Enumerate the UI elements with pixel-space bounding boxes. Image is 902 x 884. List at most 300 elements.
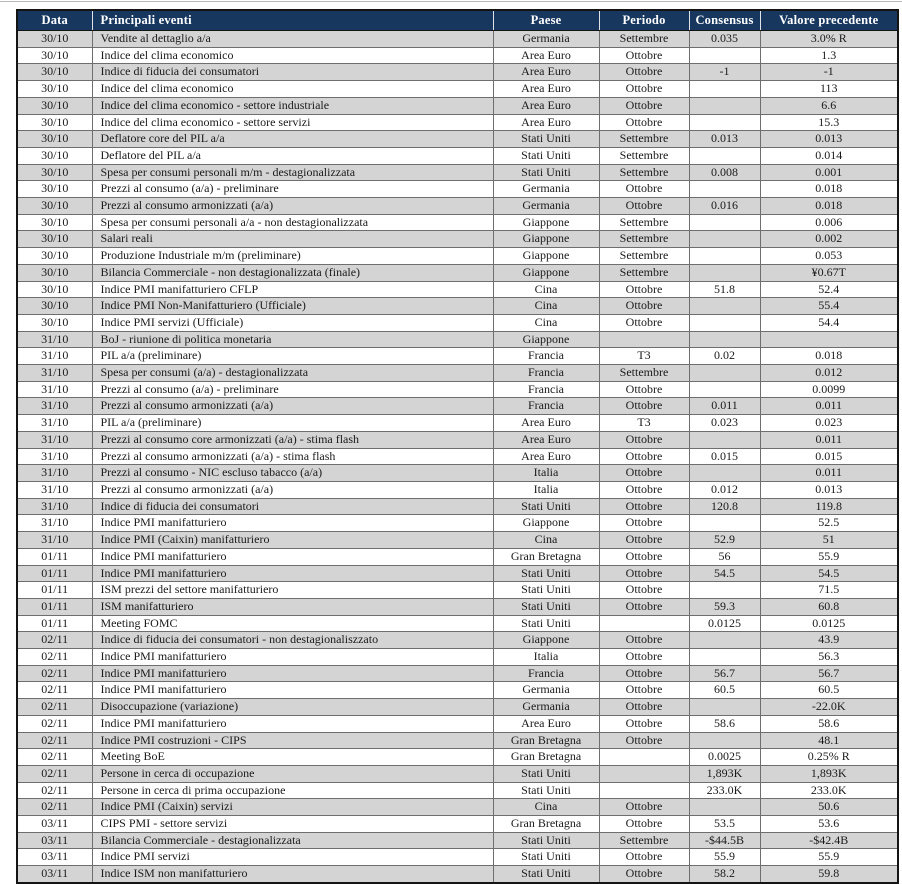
period-cell: T3 bbox=[599, 348, 689, 365]
event-cell: Spesa per consumi personali a/a - non destagionalizzata bbox=[92, 214, 493, 231]
country-cell: Area Euro bbox=[493, 114, 599, 131]
period-cell: Ottobre bbox=[599, 381, 689, 398]
table-row bbox=[17, 465, 898, 482]
consensus-cell: 54.5 bbox=[689, 565, 760, 582]
period-cell: Ottobre bbox=[599, 799, 689, 816]
previous-value-cell: 0.0125 bbox=[760, 615, 898, 632]
column-header-consensus: Consensus bbox=[689, 10, 760, 31]
country-cell: Stati Uniti bbox=[493, 615, 599, 632]
event-cell: Salari reali bbox=[92, 231, 493, 248]
previous-value-cell: 0.013 bbox=[760, 481, 898, 498]
event-cell: PIL a/a (preliminare) bbox=[92, 348, 493, 365]
country-cell: Giappone bbox=[493, 515, 599, 532]
date-cell: 02/11 bbox=[17, 699, 92, 716]
consensus-cell: 0.013 bbox=[689, 131, 760, 148]
country-cell: Cina bbox=[493, 314, 599, 331]
previous-value-cell: -$42.4B bbox=[760, 832, 898, 849]
period-cell: Settembre bbox=[599, 264, 689, 281]
country-cell: Stati Uniti bbox=[493, 849, 599, 866]
consensus-cell bbox=[689, 248, 760, 265]
period-cell: T3 bbox=[599, 415, 689, 432]
consensus-cell bbox=[689, 632, 760, 649]
country-cell: Germania bbox=[493, 181, 599, 198]
country-cell: Francia bbox=[493, 348, 599, 365]
previous-value-cell: 0.018 bbox=[760, 348, 898, 365]
table-row bbox=[17, 398, 898, 415]
period-cell: Ottobre bbox=[599, 448, 689, 465]
previous-value-cell: 0.018 bbox=[760, 198, 898, 215]
consensus-cell: 0.02 bbox=[689, 348, 760, 365]
event-cell: Bilancia Commerciale - non destagionalizzata (finale) bbox=[92, 264, 493, 281]
table-row bbox=[17, 248, 898, 265]
table-row bbox=[17, 365, 898, 382]
event-cell: Prezzi al consumo armonizzati (a/a) bbox=[92, 198, 493, 215]
date-cell: 30/10 bbox=[17, 314, 92, 331]
period-cell: Settembre bbox=[599, 131, 689, 148]
consensus-cell: 53.5 bbox=[689, 816, 760, 833]
consensus-cell bbox=[689, 699, 760, 716]
table-row bbox=[17, 164, 898, 181]
consensus-cell bbox=[689, 582, 760, 599]
previous-value-cell: 54.5 bbox=[760, 565, 898, 582]
previous-value-cell: 0.001 bbox=[760, 164, 898, 181]
event-cell: Indice del clima economico bbox=[92, 47, 493, 64]
period-cell: Settembre bbox=[599, 231, 689, 248]
country-cell: Area Euro bbox=[493, 415, 599, 432]
table-row bbox=[17, 81, 898, 98]
table-row bbox=[17, 715, 898, 732]
previous-value-cell: 54.4 bbox=[760, 314, 898, 331]
table-body bbox=[17, 31, 898, 883]
table-row bbox=[17, 47, 898, 64]
consensus-cell bbox=[689, 732, 760, 749]
date-cell: 30/10 bbox=[17, 97, 92, 114]
period-cell: Ottobre bbox=[599, 47, 689, 64]
date-cell: 03/11 bbox=[17, 866, 92, 883]
country-cell: Gran Bretagna bbox=[493, 749, 599, 766]
period-cell: Ottobre bbox=[599, 97, 689, 114]
country-cell: Stati Uniti bbox=[493, 782, 599, 799]
country-cell: Stati Uniti bbox=[493, 565, 599, 582]
consensus-cell bbox=[689, 365, 760, 382]
consensus-cell bbox=[689, 381, 760, 398]
event-cell: Deflatore del PIL a/a bbox=[92, 147, 493, 164]
previous-value-cell: 113 bbox=[760, 81, 898, 98]
table-row bbox=[17, 799, 898, 816]
event-cell: Deflatore core del PIL a/a bbox=[92, 131, 493, 148]
previous-value-cell: 55.9 bbox=[760, 849, 898, 866]
previous-value-cell: 59.8 bbox=[760, 866, 898, 883]
consensus-cell: 0.035 bbox=[689, 31, 760, 48]
previous-value-cell: 48.1 bbox=[760, 732, 898, 749]
event-cell: Indice di fiducia dei consumatori - non destagionaliszzato bbox=[92, 632, 493, 649]
country-cell: Area Euro bbox=[493, 431, 599, 448]
date-cell: 30/10 bbox=[17, 281, 92, 298]
country-cell: Stati Uniti bbox=[493, 131, 599, 148]
consensus-cell: -$44.5B bbox=[689, 832, 760, 849]
column-header-period: Periodo bbox=[599, 10, 689, 31]
previous-value-cell: 1.3 bbox=[760, 47, 898, 64]
period-cell: Ottobre bbox=[599, 198, 689, 215]
country-cell: Stati Uniti bbox=[493, 832, 599, 849]
event-cell: Indice PMI manifatturiero bbox=[92, 649, 493, 666]
table-row bbox=[17, 114, 898, 131]
event-cell: ISM manifatturiero bbox=[92, 598, 493, 615]
consensus-cell bbox=[689, 114, 760, 131]
date-cell: 30/10 bbox=[17, 114, 92, 131]
consensus-cell: 0.0125 bbox=[689, 615, 760, 632]
table-row bbox=[17, 331, 898, 348]
period-cell: Ottobre bbox=[599, 866, 689, 883]
table-row bbox=[17, 415, 898, 432]
previous-value-cell: 0.011 bbox=[760, 398, 898, 415]
previous-value-cell: ¥0.67T bbox=[760, 264, 898, 281]
date-cell: 02/11 bbox=[17, 782, 92, 799]
date-cell: 31/10 bbox=[17, 398, 92, 415]
event-cell: Indice del clima economico - settore industriale bbox=[92, 97, 493, 114]
country-cell: Area Euro bbox=[493, 81, 599, 98]
country-cell: Gran Bretagna bbox=[493, 548, 599, 565]
date-cell: 31/10 bbox=[17, 515, 92, 532]
period-cell: Ottobre bbox=[599, 298, 689, 315]
date-cell: 30/10 bbox=[17, 181, 92, 198]
column-header-event: Principali eventi bbox=[92, 10, 493, 31]
date-cell: 01/11 bbox=[17, 582, 92, 599]
previous-value-cell: 53.6 bbox=[760, 816, 898, 833]
event-cell: Indice PMI manifatturiero bbox=[92, 665, 493, 682]
period-cell: Ottobre bbox=[599, 532, 689, 549]
country-cell: Cina bbox=[493, 799, 599, 816]
date-cell: 02/11 bbox=[17, 732, 92, 749]
period-cell: Ottobre bbox=[599, 849, 689, 866]
consensus-cell: 0.011 bbox=[689, 398, 760, 415]
country-cell: Germania bbox=[493, 699, 599, 716]
table-row bbox=[17, 765, 898, 782]
previous-value-cell: 52.4 bbox=[760, 281, 898, 298]
event-cell: Disoccupazione (variazione) bbox=[92, 699, 493, 716]
previous-value-cell: 0.053 bbox=[760, 248, 898, 265]
event-cell: Produzione Industriale m/m (preliminare) bbox=[92, 248, 493, 265]
date-cell: 31/10 bbox=[17, 448, 92, 465]
table-row bbox=[17, 431, 898, 448]
previous-value-cell: 0.006 bbox=[760, 214, 898, 231]
table-row bbox=[17, 498, 898, 515]
event-cell: Indice PMI manifatturiero bbox=[92, 682, 493, 699]
event-cell: Indice del clima economico bbox=[92, 81, 493, 98]
previous-value-cell: 0.014 bbox=[760, 147, 898, 164]
date-cell: 31/10 bbox=[17, 532, 92, 549]
consensus-cell: 0.015 bbox=[689, 448, 760, 465]
table-row bbox=[17, 64, 898, 81]
table-row bbox=[17, 615, 898, 632]
country-cell: Giappone bbox=[493, 248, 599, 265]
previous-value-cell: 1,893K bbox=[760, 765, 898, 782]
date-cell: 30/10 bbox=[17, 164, 92, 181]
table-row bbox=[17, 214, 898, 231]
table-row bbox=[17, 665, 898, 682]
event-cell: Indice PMI manifatturiero bbox=[92, 715, 493, 732]
consensus-cell: 55.9 bbox=[689, 849, 760, 866]
previous-value-cell: 55.9 bbox=[760, 548, 898, 565]
event-cell: Bilancia Commerciale - destagionalizzata bbox=[92, 832, 493, 849]
period-cell: Ottobre bbox=[599, 314, 689, 331]
consensus-cell bbox=[689, 231, 760, 248]
event-cell: Indice PMI servizi (Ufficiale) bbox=[92, 314, 493, 331]
consensus-cell: -1 bbox=[689, 64, 760, 81]
consensus-cell bbox=[689, 264, 760, 281]
previous-value-cell: 0.023 bbox=[760, 415, 898, 432]
date-cell: 01/11 bbox=[17, 565, 92, 582]
country-cell: Italia bbox=[493, 481, 599, 498]
country-cell: Stati Uniti bbox=[493, 582, 599, 599]
consensus-cell bbox=[689, 181, 760, 198]
country-cell: Germania bbox=[493, 682, 599, 699]
event-cell: Spesa per consumi personali m/m - destagionalizzata bbox=[92, 164, 493, 181]
consensus-cell bbox=[689, 47, 760, 64]
country-cell: Giappone bbox=[493, 331, 599, 348]
period-cell: Ottobre bbox=[599, 732, 689, 749]
event-cell: Indice del clima economico - settore servizi bbox=[92, 114, 493, 131]
previous-value-cell: 56.3 bbox=[760, 649, 898, 666]
previous-value-cell: 51 bbox=[760, 532, 898, 549]
period-cell: Ottobre bbox=[599, 682, 689, 699]
date-cell: 31/10 bbox=[17, 331, 92, 348]
table-row bbox=[17, 231, 898, 248]
table-row bbox=[17, 381, 898, 398]
previous-value-cell: 50.6 bbox=[760, 799, 898, 816]
country-cell: Francia bbox=[493, 365, 599, 382]
country-cell: Area Euro bbox=[493, 64, 599, 81]
date-cell: 03/11 bbox=[17, 849, 92, 866]
period-cell: Ottobre bbox=[599, 181, 689, 198]
consensus-cell: 56.7 bbox=[689, 665, 760, 682]
date-cell: 02/11 bbox=[17, 632, 92, 649]
date-cell: 31/10 bbox=[17, 415, 92, 432]
previous-value-cell: 0.013 bbox=[760, 131, 898, 148]
event-cell: Vendite al dettaglio a/a bbox=[92, 31, 493, 48]
date-cell: 01/11 bbox=[17, 598, 92, 615]
period-cell: Ottobre bbox=[599, 632, 689, 649]
country-cell: Cina bbox=[493, 281, 599, 298]
event-cell: Indice PMI (Caixin) manifatturiero bbox=[92, 532, 493, 549]
economic-events-table bbox=[16, 9, 899, 884]
country-cell: Italia bbox=[493, 465, 599, 482]
event-cell: Prezzi al consumo (a/a) - preliminare bbox=[92, 381, 493, 398]
period-cell: Ottobre bbox=[599, 281, 689, 298]
consensus-cell: 0.023 bbox=[689, 415, 760, 432]
table-row bbox=[17, 816, 898, 833]
date-cell: 30/10 bbox=[17, 231, 92, 248]
period-cell bbox=[599, 782, 689, 799]
country-cell: Stati Uniti bbox=[493, 147, 599, 164]
event-cell: Persone in cerca di occupazione bbox=[92, 765, 493, 782]
previous-value-cell: 56.7 bbox=[760, 665, 898, 682]
consensus-cell: 56 bbox=[689, 548, 760, 565]
consensus-cell bbox=[689, 331, 760, 348]
country-cell: Giappone bbox=[493, 214, 599, 231]
period-cell: Ottobre bbox=[599, 465, 689, 482]
previous-value-cell: 15.3 bbox=[760, 114, 898, 131]
consensus-cell: 58.2 bbox=[689, 866, 760, 883]
period-cell: Settembre bbox=[599, 147, 689, 164]
table-header bbox=[17, 10, 898, 31]
table-row bbox=[17, 732, 898, 749]
period-cell: Ottobre bbox=[599, 699, 689, 716]
country-cell: Germania bbox=[493, 31, 599, 48]
table-row bbox=[17, 31, 898, 48]
table-row bbox=[17, 532, 898, 549]
country-cell: Stati Uniti bbox=[493, 164, 599, 181]
date-cell: 02/11 bbox=[17, 682, 92, 699]
event-cell: Prezzi al consumo armonizzati (a/a) bbox=[92, 481, 493, 498]
table-row bbox=[17, 782, 898, 799]
consensus-cell bbox=[689, 97, 760, 114]
consensus-cell: 1,893K bbox=[689, 765, 760, 782]
country-cell: Italia bbox=[493, 649, 599, 666]
event-cell: Indice PMI manifatturiero bbox=[92, 515, 493, 532]
date-cell: 02/11 bbox=[17, 765, 92, 782]
period-cell: Settembre bbox=[599, 365, 689, 382]
date-cell: 02/11 bbox=[17, 799, 92, 816]
period-cell bbox=[599, 615, 689, 632]
date-cell: 30/10 bbox=[17, 298, 92, 315]
table-row bbox=[17, 314, 898, 331]
period-cell: Ottobre bbox=[599, 431, 689, 448]
previous-value-cell: 0.25% R bbox=[760, 749, 898, 766]
previous-value-cell: 0.012 bbox=[760, 365, 898, 382]
period-cell: Settembre bbox=[599, 164, 689, 181]
date-cell: 30/10 bbox=[17, 198, 92, 215]
event-cell: Indice PMI manifatturiero bbox=[92, 565, 493, 582]
date-cell: 01/11 bbox=[17, 548, 92, 565]
date-cell: 02/11 bbox=[17, 649, 92, 666]
table-row bbox=[17, 348, 898, 365]
country-cell: Area Euro bbox=[493, 448, 599, 465]
event-cell: Indice PMI (Caixin) servizi bbox=[92, 799, 493, 816]
previous-value-cell: 0.015 bbox=[760, 448, 898, 465]
previous-value-cell: 3.0% R bbox=[760, 31, 898, 48]
period-cell: Settembre bbox=[599, 214, 689, 231]
previous-value-cell: 0.011 bbox=[760, 465, 898, 482]
consensus-cell: 59.3 bbox=[689, 598, 760, 615]
consensus-cell: 51.8 bbox=[689, 281, 760, 298]
period-cell: Settembre bbox=[599, 248, 689, 265]
country-cell: Gran Bretagna bbox=[493, 816, 599, 833]
previous-value-cell: 0.018 bbox=[760, 181, 898, 198]
consensus-cell: 0.008 bbox=[689, 164, 760, 181]
event-cell: ISM prezzi del settore manifatturiero bbox=[92, 582, 493, 599]
table-row bbox=[17, 849, 898, 866]
country-cell: Area Euro bbox=[493, 97, 599, 114]
period-cell: Ottobre bbox=[599, 498, 689, 515]
consensus-cell bbox=[689, 799, 760, 816]
consensus-cell bbox=[689, 81, 760, 98]
event-cell: Prezzi al consumo core armonizzati (a/a) - stima flash bbox=[92, 431, 493, 448]
event-cell: Indice di fiducia dei consumatori bbox=[92, 498, 493, 515]
top-rule-divider bbox=[0, 1, 902, 2]
previous-value-cell: 0.011 bbox=[760, 431, 898, 448]
consensus-cell bbox=[689, 431, 760, 448]
table-row bbox=[17, 565, 898, 582]
period-cell: Settembre bbox=[599, 31, 689, 48]
date-cell: 31/10 bbox=[17, 431, 92, 448]
table-row bbox=[17, 481, 898, 498]
event-cell: Prezzi al consumo armonizzati (a/a) bbox=[92, 398, 493, 415]
date-cell: 30/10 bbox=[17, 147, 92, 164]
date-cell: 31/10 bbox=[17, 465, 92, 482]
date-cell: 30/10 bbox=[17, 47, 92, 64]
consensus-cell: 58.6 bbox=[689, 715, 760, 732]
event-cell: Prezzi al consumo (a/a) - preliminare bbox=[92, 181, 493, 198]
consensus-cell bbox=[689, 465, 760, 482]
date-cell: 31/10 bbox=[17, 381, 92, 398]
date-cell: 02/11 bbox=[17, 715, 92, 732]
previous-value-cell: 71.5 bbox=[760, 582, 898, 599]
period-cell: Ottobre bbox=[599, 515, 689, 532]
table-row bbox=[17, 281, 898, 298]
country-cell: Francia bbox=[493, 665, 599, 682]
table-row bbox=[17, 632, 898, 649]
event-cell: Prezzi al consumo - NIC escluso tabacco (a/a) bbox=[92, 465, 493, 482]
consensus-cell: 0.0025 bbox=[689, 749, 760, 766]
date-cell: 31/10 bbox=[17, 498, 92, 515]
date-cell: 31/10 bbox=[17, 348, 92, 365]
period-cell: Settembre bbox=[599, 832, 689, 849]
event-cell: Indice PMI manifatturiero bbox=[92, 548, 493, 565]
event-cell: Prezzi al consumo armonizzati (a/a) - stima flash bbox=[92, 448, 493, 465]
period-cell: Ottobre bbox=[599, 665, 689, 682]
date-cell: 30/10 bbox=[17, 131, 92, 148]
table-row bbox=[17, 582, 898, 599]
table-row bbox=[17, 131, 898, 148]
consensus-cell: 233.0K bbox=[689, 782, 760, 799]
previous-value-cell: 233.0K bbox=[760, 782, 898, 799]
date-cell: 02/11 bbox=[17, 665, 92, 682]
table-row bbox=[17, 448, 898, 465]
date-cell: 31/10 bbox=[17, 481, 92, 498]
country-cell: Area Euro bbox=[493, 715, 599, 732]
period-cell: Ottobre bbox=[599, 481, 689, 498]
table-row bbox=[17, 181, 898, 198]
consensus-cell: 52.9 bbox=[689, 532, 760, 549]
previous-value-cell: 55.4 bbox=[760, 298, 898, 315]
table-row bbox=[17, 682, 898, 699]
consensus-cell bbox=[689, 649, 760, 666]
country-cell: Stati Uniti bbox=[493, 498, 599, 515]
country-cell: Stati Uniti bbox=[493, 598, 599, 615]
consensus-cell: 0.016 bbox=[689, 198, 760, 215]
consensus-cell bbox=[689, 515, 760, 532]
event-cell: Meeting BoE bbox=[92, 749, 493, 766]
period-cell bbox=[599, 331, 689, 348]
date-cell: 03/11 bbox=[17, 832, 92, 849]
table-row bbox=[17, 198, 898, 215]
date-cell: 30/10 bbox=[17, 81, 92, 98]
event-cell: Persone in cerca di prima occupazione bbox=[92, 782, 493, 799]
period-cell: Ottobre bbox=[599, 715, 689, 732]
consensus-cell bbox=[689, 314, 760, 331]
period-cell: Ottobre bbox=[599, 81, 689, 98]
country-cell: Giappone bbox=[493, 231, 599, 248]
table-row bbox=[17, 548, 898, 565]
period-cell: Ottobre bbox=[599, 548, 689, 565]
event-cell: Indice di fiducia dei consumatori bbox=[92, 64, 493, 81]
previous-value-cell: -22.0K bbox=[760, 699, 898, 716]
country-cell: Cina bbox=[493, 298, 599, 315]
event-cell: Spesa per consumi (a/a) - destagionalizzata bbox=[92, 365, 493, 382]
consensus-cell: 120.8 bbox=[689, 498, 760, 515]
previous-value-cell: 52.5 bbox=[760, 515, 898, 532]
